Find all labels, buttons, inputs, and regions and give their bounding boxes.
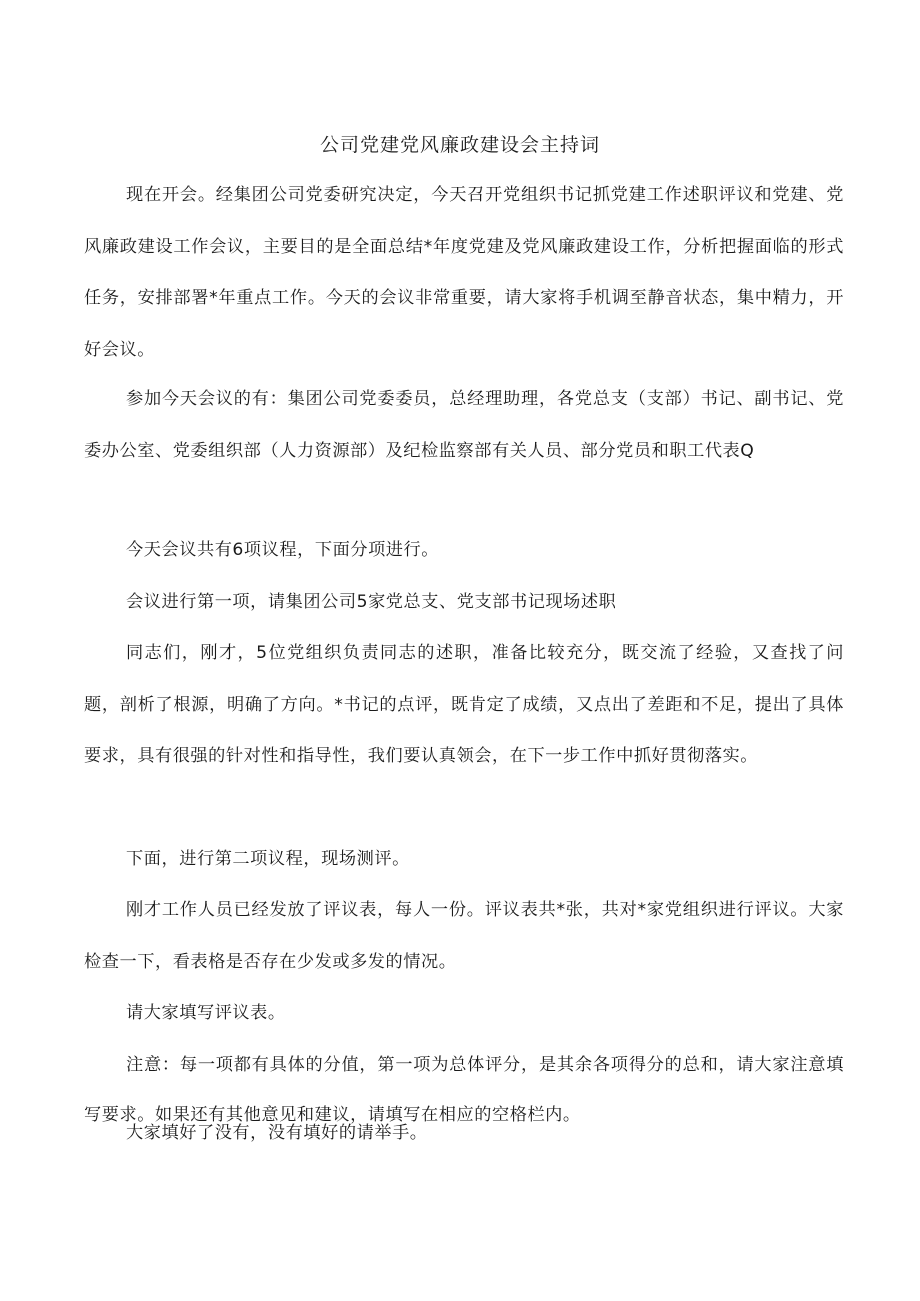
paragraph-agenda-item-1: 会议进行第一项，请集团公司5家党总支、党支部书记现场述职 (126, 592, 617, 612)
paragraph-review-comments: 同志们，刚才，5位党组织负责同志的述职，准备比较充分，既交流了经验，又查找了问题，剖析了根源，明确了方向。*书记的点评，既肯定了成绩，又点出了差距和不足，提出了具体要求，具有很强的针对性和指导性，我们要认真领会，在下一步工作中抓好贯彻落实。 (84, 643, 844, 766)
paragraph-agenda-item-2: 下面，进行第二项议程，现场测评。 (126, 849, 410, 869)
paragraph-opening: 现在开会。经集团公司党委研究决定，今天召开党组织书记抓党建工作述职评议和党建、党风廉政建设工作会议，主要目的是全面总结*年度党建及党风廉政建设工作，分析把握面临的形式任务，安排部署*年重点工作。今天的会议非常重要，请大家将手机调至静音状态，集中精力，开好会议。 (84, 185, 844, 360)
paragraph-attendees: 参加今天会议的有：集团公司党委委员，总经理助理，各党总支（支部）书记、副书记、党委办公室、党委组织部（人力资源部）及纪检监察部有关人员、部分党员和职工代表Q (84, 389, 844, 461)
document-title: 公司党建党风廉政建设会主持词 (319, 134, 600, 156)
paragraph-raise-hand: 大家填好了没有，没有填好的请举手。 (126, 1123, 428, 1143)
paragraph-evaluation-forms: 刚才工作人员已经发放了评议表，每人一份。评议表共*张，共对*家党组织进行评议。大家检查一下，看表格是否存在少发或多发的情况。 (84, 900, 844, 972)
paragraph-fill-forms: 请大家填写评议表。 (126, 1003, 286, 1023)
paragraph-notice: 注意：每一项都有具体的分值，第一项为总体评分，是其余各项得分的总和，请大家注意填写要求。如果还有其他意见和建议，请填写在相应的空格栏内。 (84, 1055, 844, 1125)
paragraph-agenda-count: 今天会议共有6项议程，下面分项进行。 (126, 540, 440, 560)
